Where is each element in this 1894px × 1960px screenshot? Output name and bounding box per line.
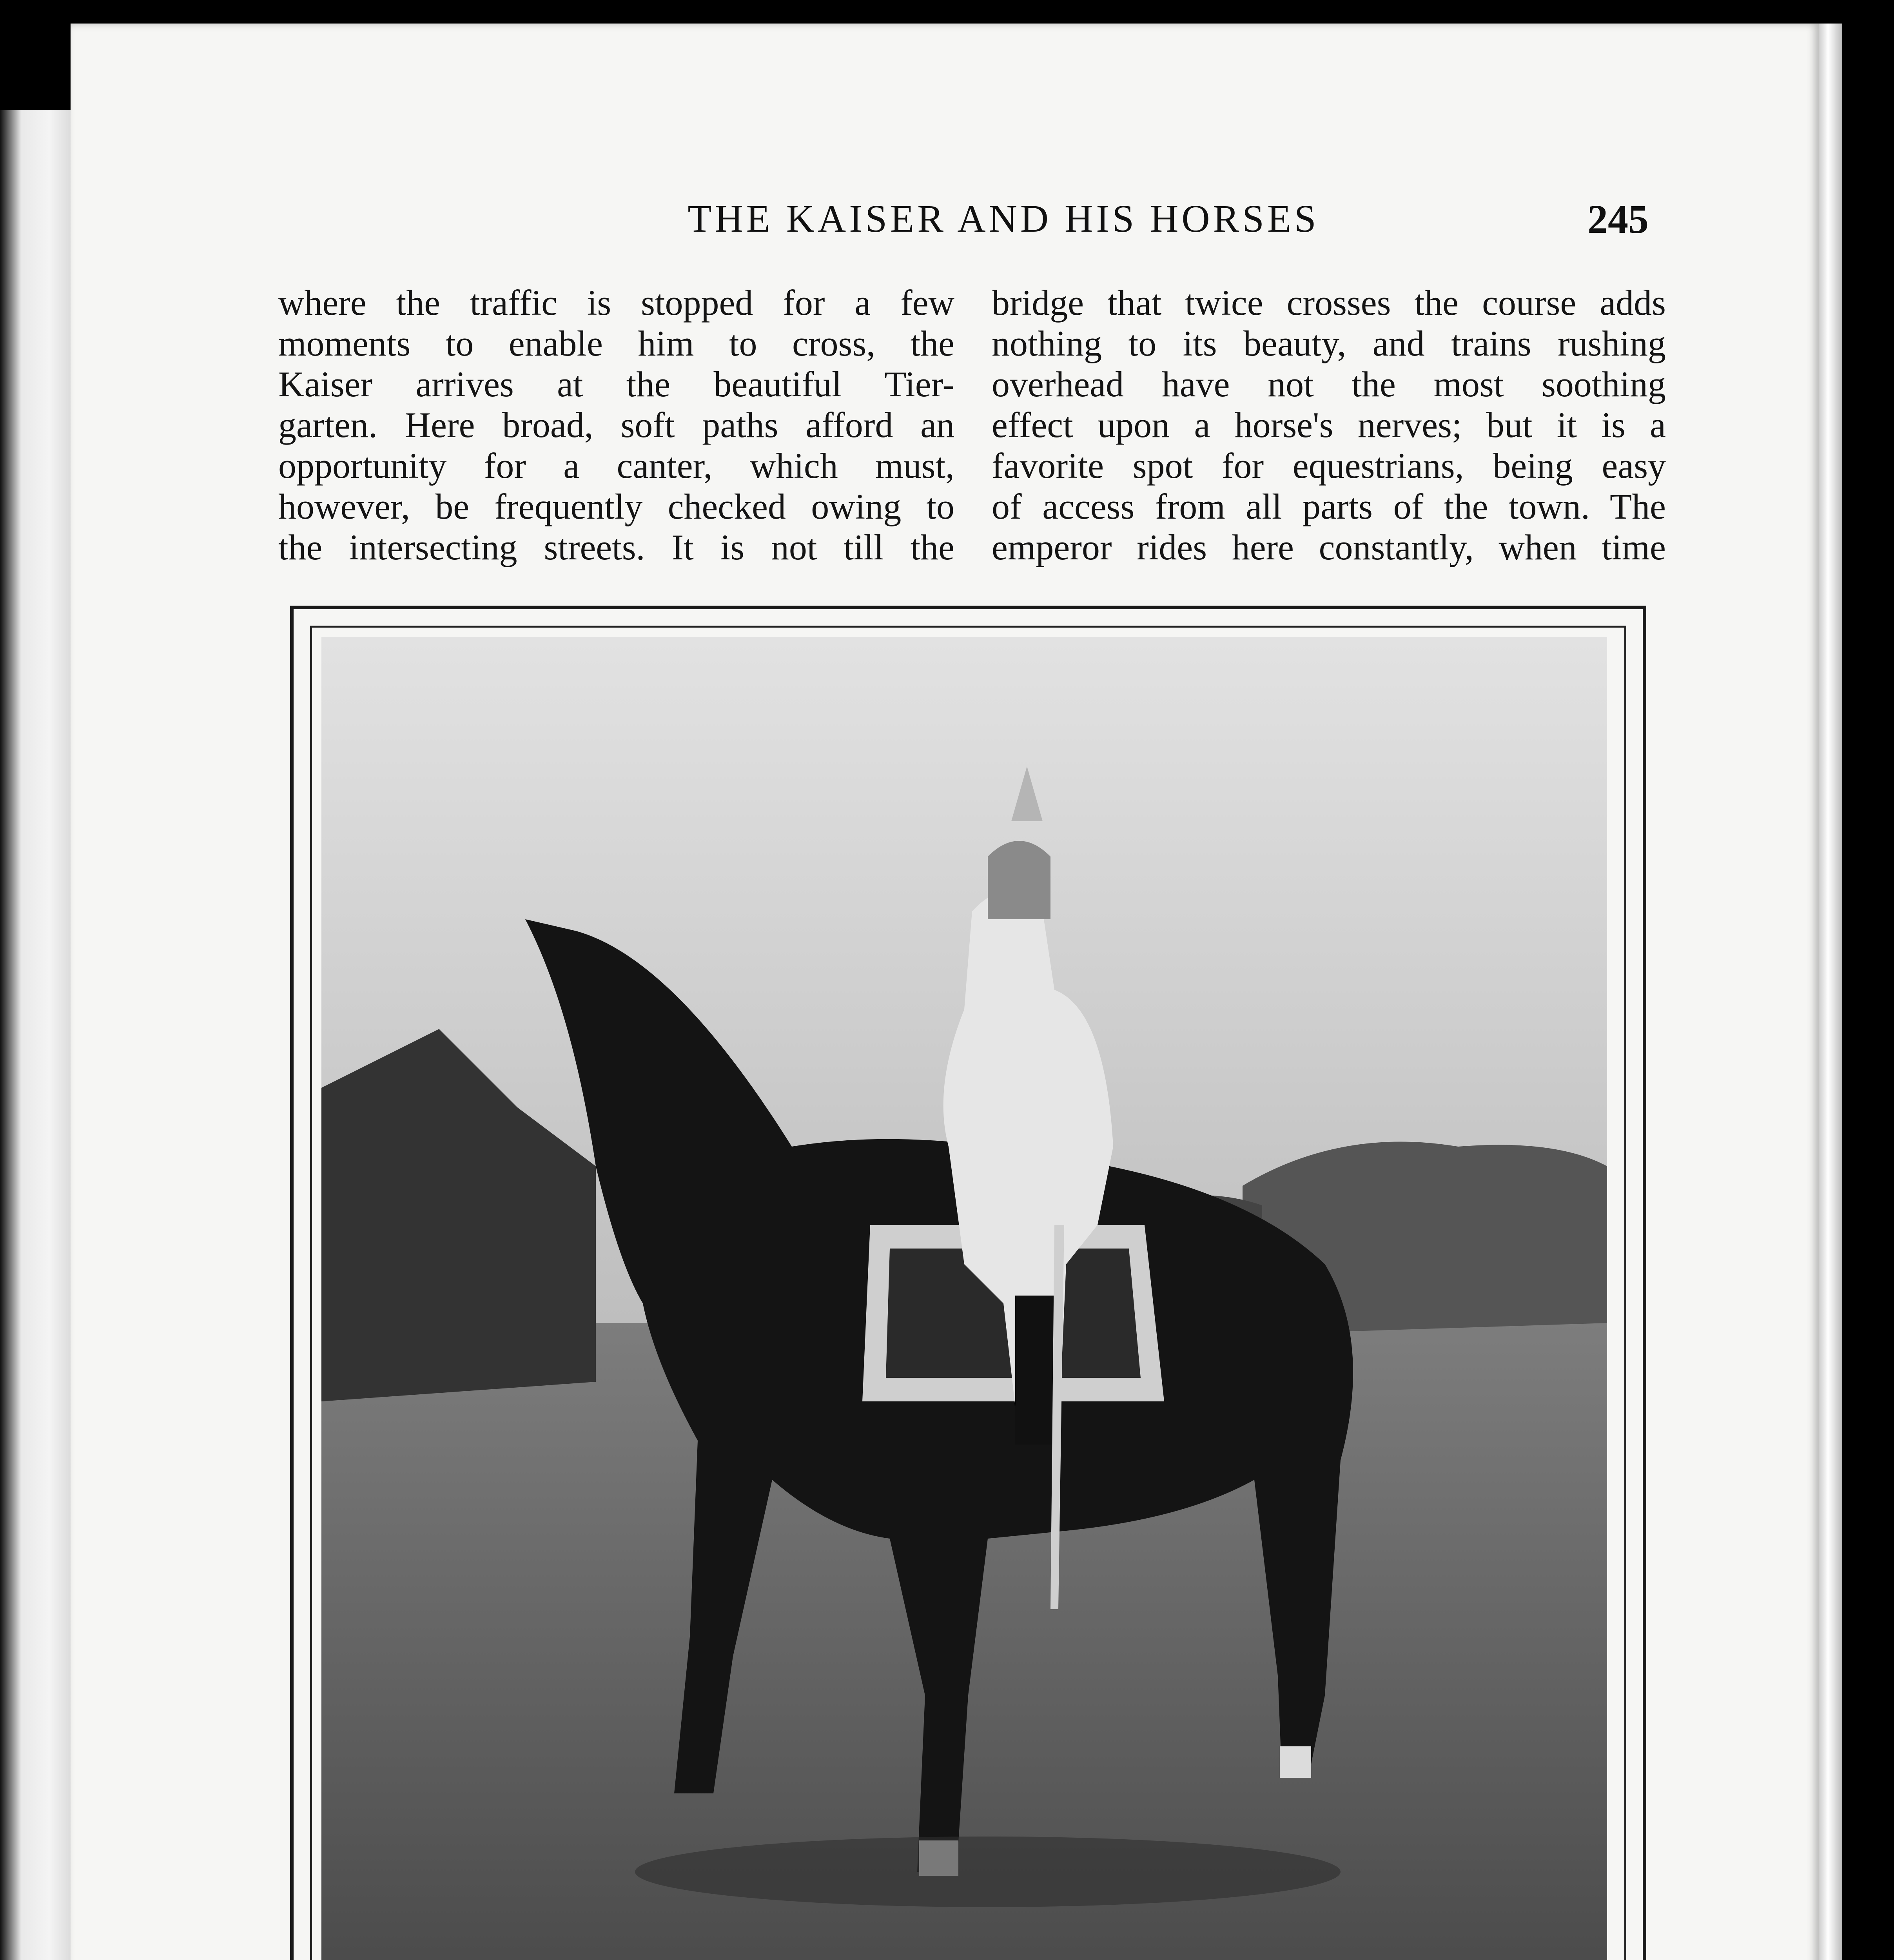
text-line: where the traffic is stopped for a few <box>278 283 954 323</box>
page-edge-right <box>1819 24 1842 1960</box>
text-line: nothing to its beauty, and trains rushing <box>992 323 1666 363</box>
running-title: THE KAISER AND HIS HORSES <box>688 197 1319 240</box>
text-line: opportunity for a canter, which must, <box>278 446 954 486</box>
text-line: favorite spot for equestrians, being easy <box>992 446 1666 486</box>
text-line: effect upon a horse's nerves; but it is a <box>992 405 1666 445</box>
text-line: bridge that twice crosses the course adds <box>992 283 1666 323</box>
photograph-baron-on-horse <box>321 637 1607 1960</box>
text-line: overhead have not the most soothing <box>992 364 1666 404</box>
page-number: 245 <box>1587 197 1649 242</box>
text-line: the intersecting streets. It is not till the <box>278 527 954 567</box>
text-column-top-left <box>278 282 954 568</box>
text-line: Kaiser arrives at the beautiful Tier- <box>278 364 954 404</box>
text-line: of access from all parts of the town. The <box>992 486 1666 526</box>
text-line: garten. Here broad, soft paths afford an <box>278 405 954 445</box>
text-line: emperor rides here constantly, when time <box>992 527 1666 567</box>
text-column-top-right <box>992 282 1666 568</box>
book-spine-left <box>0 110 71 1960</box>
text-line: however, be frequently checked owing to <box>278 486 954 526</box>
text-line: moments to enable him to cross, the <box>278 323 954 363</box>
